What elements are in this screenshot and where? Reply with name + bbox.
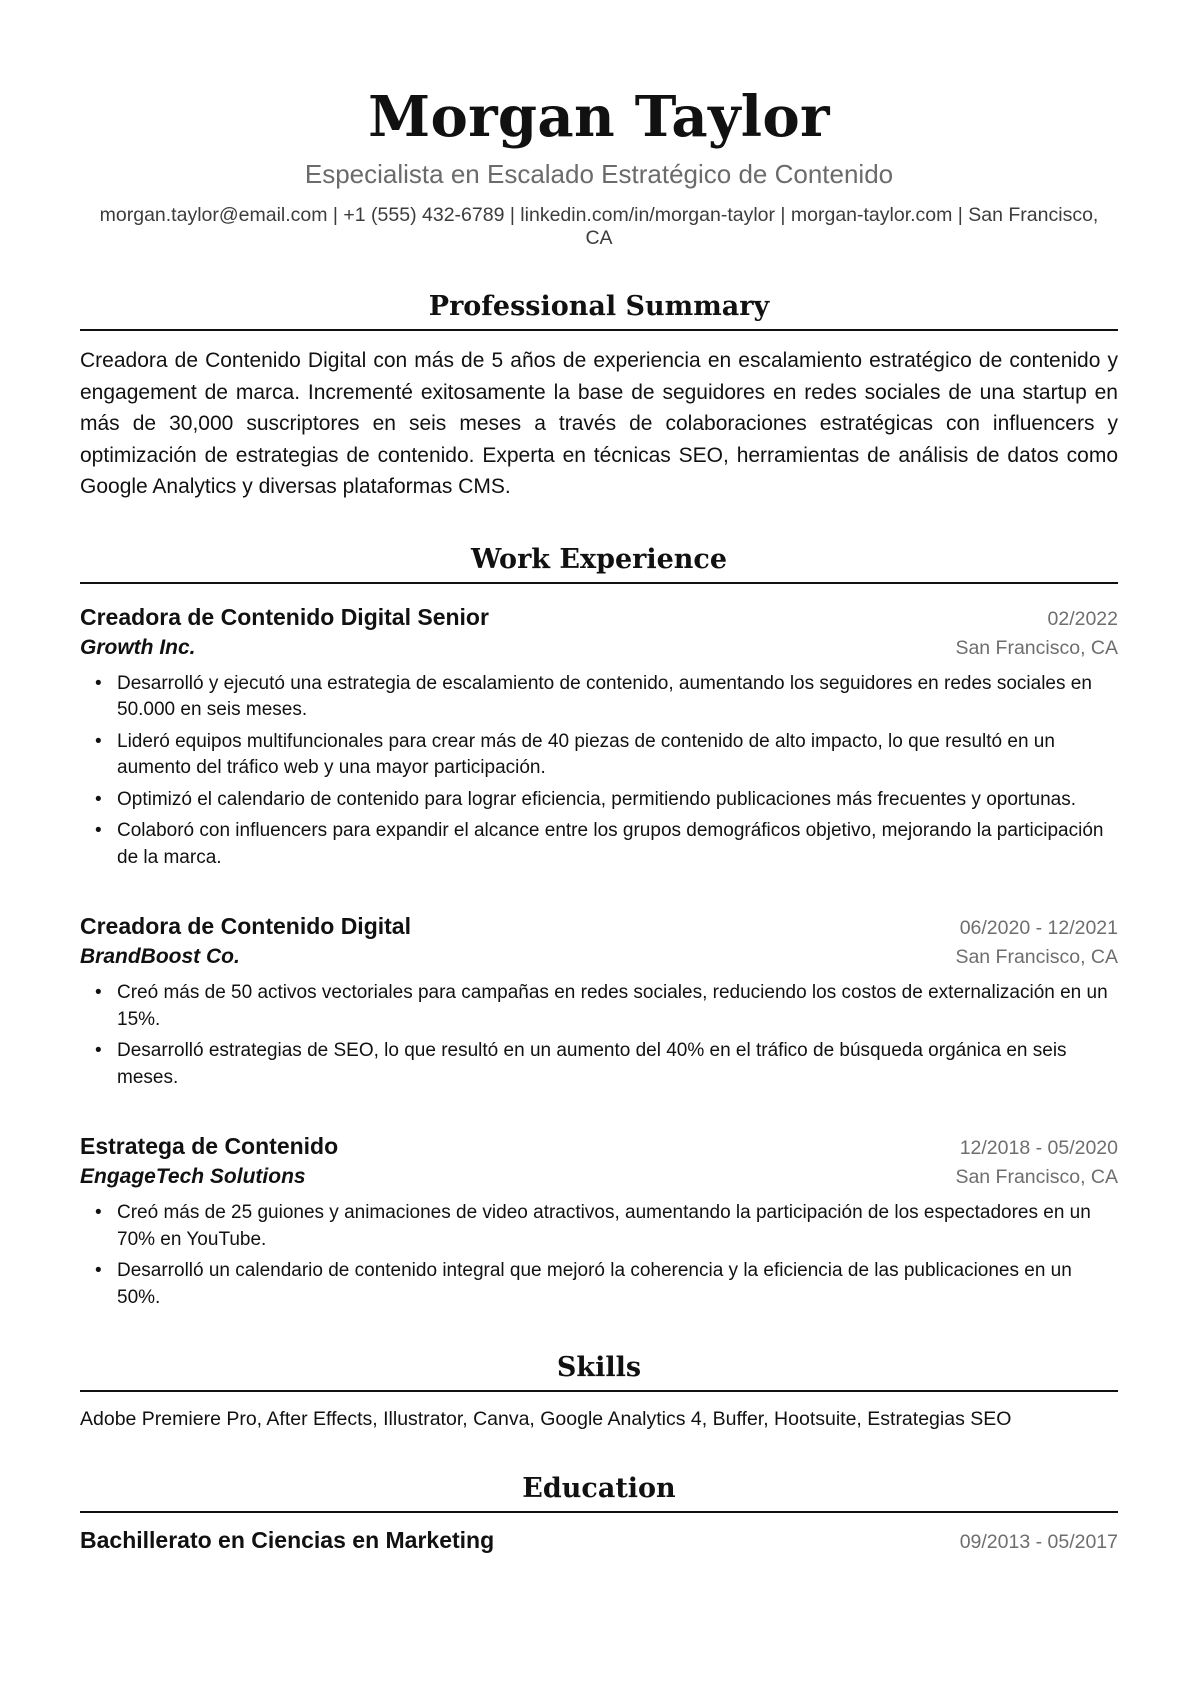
bullet-text: Creó más de 50 activos vectoriales para campañas en redes sociales, reduciendo los costos de externalización en un 15%. xyxy=(117,982,1108,1030)
skills-list: Adobe Premiere Pro, After Effects, Illustrator, Canva, Google Analytics 4, Buffer, Hootsuite, Estrategias SEO xyxy=(80,1408,1012,1430)
bullet-text: Desarrolló estrategias de SEO, lo que resultó en un aumento del 40% en el tráfico de búsqueda orgánica en seis meses. xyxy=(117,1040,1067,1088)
job-date: 12/2018 - 05/2020 xyxy=(959,1137,1118,1159)
job-location: San Francisco, CA xyxy=(955,1166,1118,1188)
contact-info: morgan.taylor@email.com | +1 (555) 432-6789 | linkedin.com/in/morgan-taylor | morgan-taylor.com | San Francisco, CA xyxy=(99,204,1099,249)
job-date: 06/2020 - 12/2021 xyxy=(959,917,1118,939)
job-role: Creadora de Contenido Digital Senior xyxy=(80,603,489,630)
education-degree: Bachillerato en Ciencias en Marketing xyxy=(80,1527,495,1553)
summary-text: Creadora de Contenido Digital con más de 5 años de experiencia en escalamiento estratégico de contenido y engagement de marca. Incrementé exitosamente la base de seguidores en redes sociales de una startup en más de 30,000 suscriptores en seis meses a través de colaboraciones estratégicas con influencers y optimización de estrategias de contenido. Experta en técnicas SEO, herramientas de análisis de datos como Google Analytics y diversas plataformas CMS. xyxy=(80,349,1118,498)
bullet-icon: • xyxy=(95,1202,102,1223)
bullet-item xyxy=(80,1258,1118,1311)
bullet-icon: • xyxy=(95,820,102,841)
skills-heading: Skills xyxy=(80,1351,1118,1392)
bullet-text: Creó más de 25 guiones y animaciones de video atractivos, aumentando la participación de los espectadores en un 70% en YouTube. xyxy=(117,1202,1091,1250)
job-company: EngageTech Solutions xyxy=(80,1165,306,1188)
job-company: Growth Inc. xyxy=(80,635,196,659)
bullet-text: Lideró equipos multifuncionales para crear más de 40 piezas de contenido de alto impacto, lo que resultó en un aumento del tráfico web y una mayor participación. xyxy=(117,730,1055,778)
bullet-item xyxy=(80,980,1118,1033)
bullet-item xyxy=(80,1200,1118,1253)
candidate-name: Morgan Taylor xyxy=(368,84,830,150)
education-heading: Education xyxy=(80,1472,1118,1513)
bullet-item xyxy=(80,671,1118,724)
bullet-icon: • xyxy=(95,1260,102,1281)
bullet-text: Desarrolló un calendario de contenido integral que mejoró la coherencia y la eficiencia de las publicaciones en un 50%. xyxy=(117,1260,1072,1308)
skills-section xyxy=(80,1351,1118,1432)
resume-page xyxy=(80,0,1118,1556)
job-date: 02/2022 xyxy=(1047,607,1118,630)
education-section xyxy=(80,1472,1118,1556)
summary-section xyxy=(80,290,1118,503)
bullet-text: Optimizó el calendario de contenido para lograr eficiencia, permitiendo publicaciones más frecuentes y oportunas. xyxy=(117,788,1076,810)
candidate-title: Especialista en Escalado Estratégico de Contenido xyxy=(304,159,894,189)
summary-heading: Professional Summary xyxy=(80,290,1118,331)
experience-section xyxy=(80,543,1118,1312)
job-bullets xyxy=(80,980,1118,1091)
bullet-item xyxy=(80,1038,1118,1091)
job-entry xyxy=(80,911,1118,1091)
resume-header xyxy=(80,0,1118,250)
job-bullets xyxy=(80,671,1118,872)
job-entry xyxy=(80,602,1118,872)
bullet-icon: • xyxy=(95,1040,102,1061)
experience-heading: Work Experience xyxy=(80,543,1118,584)
education-entry xyxy=(80,1525,1118,1556)
education-date: 09/2013 - 05/2017 xyxy=(959,1531,1118,1553)
bullet-item xyxy=(80,787,1118,814)
bullet-text: Desarrolló y ejecutó una estrategia de escalamiento de contenido, aumentando los seguidores en redes sociales en 50.000 en seis meses. xyxy=(117,672,1092,720)
bullet-icon: • xyxy=(95,672,102,694)
job-entry xyxy=(80,1131,1118,1311)
bullet-icon: • xyxy=(95,730,102,752)
bullet-icon: • xyxy=(95,788,102,810)
job-bullets xyxy=(80,1200,1118,1311)
bullet-icon: • xyxy=(95,982,102,1003)
job-company: BrandBoost Co. xyxy=(80,945,240,968)
bullet-text: Colaboró con influencers para expandir el alcance entre los grupos demográficos objetivo, mejorando la participación de la marca. xyxy=(117,820,1104,868)
bullet-item xyxy=(80,729,1118,782)
bullet-item xyxy=(80,818,1118,871)
job-role: Estratega de Contenido xyxy=(80,1133,339,1159)
job-location: San Francisco, CA xyxy=(955,636,1118,659)
job-location: San Francisco, CA xyxy=(955,946,1118,968)
job-role: Creadora de Contenido Digital xyxy=(80,913,411,939)
